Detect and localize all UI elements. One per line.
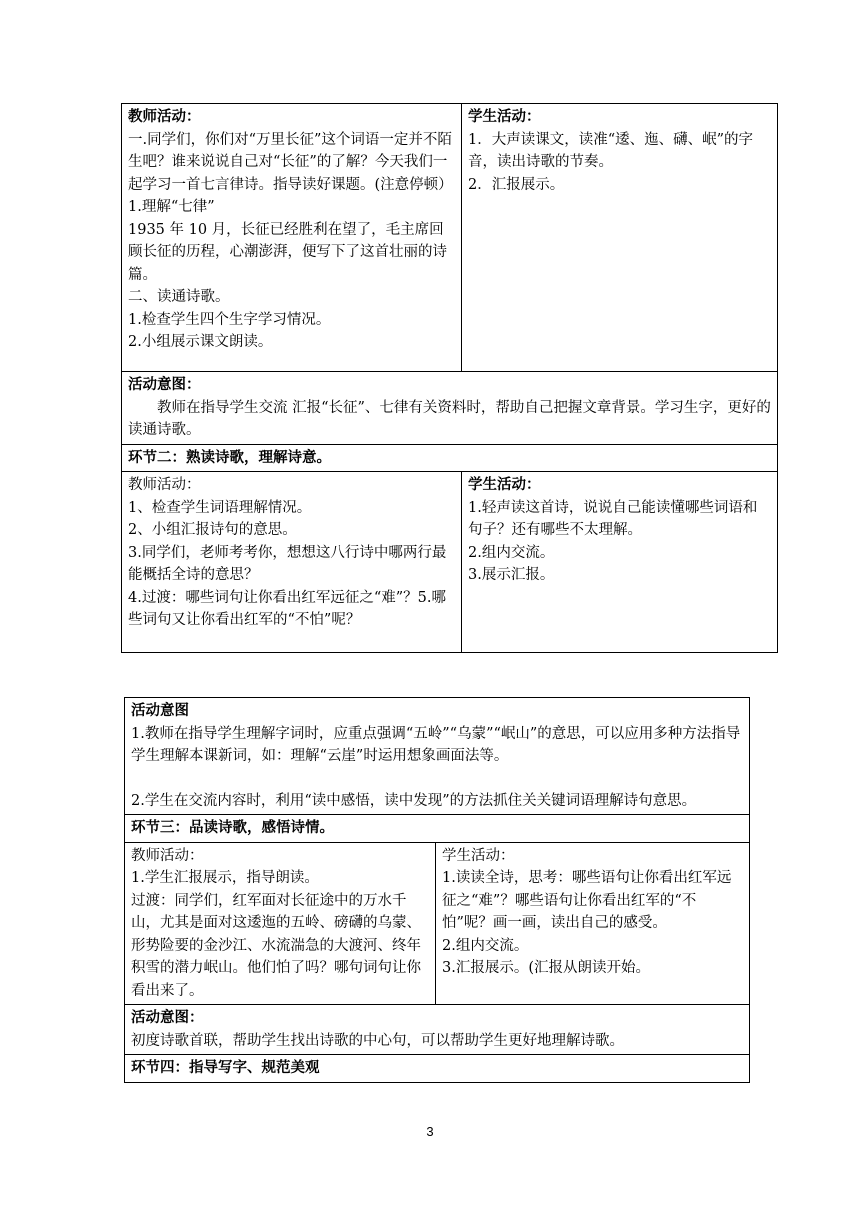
section-title-row-2 [122, 444, 778, 472]
student-line-3: 3.汇报展示。(汇报从朗读开始。 [442, 960, 650, 976]
activity-intent-row-3 [125, 1005, 750, 1055]
section-title-cell [122, 444, 778, 472]
teacher-line-3: 3.同学们，老师考考你，想想这八行诗中哪两行最能概括全诗的意思？ [128, 544, 447, 583]
activity-intent-para-1: 1.教师在指导学生理解字词时，应重点强调“五岭”“乌蒙”“岷山”的意思，可以应用多种方法指导学生理解本课新词，如：理解“云崖”时运用想象画面法等。 [131, 725, 741, 764]
teacher-line-3: 1935 年 10 月，长征已经胜利在望了，毛主席回顾长征的历程，心潮澎湃，便写下了这首壮丽的诗篇。 [128, 221, 447, 283]
activity-intent-cell [122, 372, 778, 445]
teacher-line-4: 二、读通诗歌。 [128, 289, 230, 305]
student-line-2: 2．汇报展示。 [468, 176, 565, 193]
student-activity-cell [436, 842, 750, 1005]
activities-row-2 [122, 472, 778, 653]
lesson-table-upper [121, 103, 778, 653]
teacher-line-1: 1、检查学生词语理解情况。 [128, 499, 312, 516]
student-line-1: 1.轻声读这首诗，说说自己能读懂哪些词语和句子？还有哪些不太理解。 [468, 499, 758, 538]
activity-intent-row-2 [125, 698, 750, 815]
student-line-3: 3.展示汇报。 [468, 567, 555, 583]
teacher-line-2: 1.理解“七律” [128, 199, 215, 215]
teacher-line-5: 1.检查学生四个生字学习情况。 [128, 311, 331, 328]
teacher-activity-heading: 教师活动： [128, 477, 201, 493]
student-activity-cell [462, 104, 778, 372]
teacher-line-2: 2、小组汇报诗句的意思。 [128, 522, 297, 538]
activity-intent-row-1 [122, 372, 778, 445]
activity-intent-cell [125, 698, 750, 815]
teacher-activity-cell [125, 842, 436, 1005]
activity-intent-heading: 活动意图： [131, 1009, 204, 1026]
lesson-table-lower [124, 697, 750, 1083]
student-activity-heading: 学生活动： [468, 476, 541, 493]
student-line-1: 1．大声读课文，读准“逶、迤、礴、岷”的字音，读出诗歌的节奏。 [468, 131, 754, 170]
activity-intent-heading: 活动意图 [131, 702, 189, 719]
activity-intent-cell [125, 1005, 750, 1055]
teacher-activity-heading: 教师活动： [128, 108, 201, 125]
page-number: 3 [426, 1124, 434, 1139]
teacher-line-2: 过渡：同学们，红军面对长征途中的万水千山，尤其是面对这逶迤的五岭、磅礴的乌蒙、形势险要的金沙江、水流湍急的大渡河、终年积雪的潜力岷山。他们怕了吗？哪句词句让你看出来了。 [131, 892, 421, 999]
section-title-row-4 [125, 1055, 750, 1083]
teacher-line-6: 2.小组展示课文朗读。 [128, 334, 273, 350]
teacher-activity-cell [122, 472, 462, 653]
teacher-line-4: 4.过渡：哪些词句让你看出红军远征之“难”？5.哪些词句又让你看出红军的“不怕”呢？ [128, 589, 446, 628]
section-4-title: 环节四：指导写字、规范美观 [131, 1059, 320, 1076]
teacher-activity-cell [122, 104, 462, 372]
student-activity-heading: 学生活动： [468, 108, 541, 125]
activity-intent-para-2: 2.学生在交流内容时，利用“读中感悟，读中发现”的方法抓住关关键词语理解诗句意思。 [131, 792, 697, 809]
student-activity-cell [462, 472, 778, 653]
teacher-activity-heading: 教师活动： [131, 847, 204, 864]
activities-row-3 [125, 842, 750, 1005]
activity-intent-text: 初度诗歌首联，帮助学生找出诗歌的中心句，可以帮助学生更好地理解诗歌。 [131, 1032, 624, 1049]
section-title-cell [125, 815, 750, 843]
teacher-line-1: 一.同学们，你们对“万里长征”这个词语一定并不陌生吧？谁来说说自己对“长征”的了解？今天我们一起学习一首七言律诗。指导读好课题。(注意停顿） [128, 131, 453, 193]
section-3-title: 环节三：品读诗歌，感悟诗情。 [131, 819, 334, 836]
activity-intent-heading: 活动意图： [128, 376, 201, 393]
section-2-title: 环节二：熟读诗歌，理解诗意。 [128, 448, 331, 466]
student-line-1: 1.读读全诗，思考：哪些语句让你看出红军远征之“难”？哪些语句让你看出红军的“不怕”呢？画一画，读出自己的感受。 [442, 870, 732, 931]
student-activity-heading: 学生活动： [442, 847, 515, 864]
blank-line [131, 768, 743, 790]
activity-intent-text: 教师在指导学生交流 汇报“长征”、七律有关资料时，帮助自己把握文章背景。学习生字，更好的读通诗歌。 [128, 399, 771, 438]
activities-row-1 [122, 104, 778, 372]
student-line-2: 2.组内交流。 [468, 544, 555, 561]
teacher-line-1: 1.学生汇报展示，指导朗读。 [131, 870, 319, 886]
section-title-row-3 [125, 815, 750, 843]
section-title-cell [125, 1055, 750, 1083]
student-line-2: 2.组内交流。 [442, 937, 529, 954]
